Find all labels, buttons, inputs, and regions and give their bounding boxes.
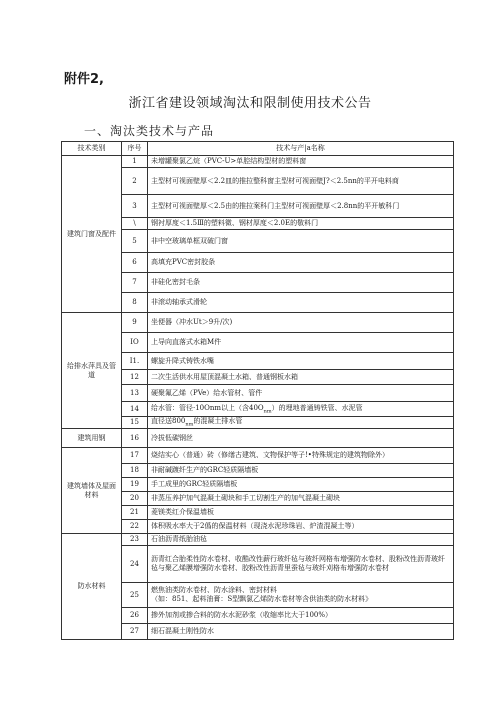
technology-text: 高填充PVC密封胶条 [151, 258, 216, 267]
technology-text: 手工成里的GRC轻质隔墙板 [151, 480, 238, 489]
technology-name [148, 293, 454, 313]
row-number: 23 [122, 534, 148, 546]
table-row [62, 534, 454, 546]
table-row [62, 156, 454, 168]
category-cell: 给排水萍具及管道 [62, 313, 122, 429]
unit-subscript: nm [185, 421, 194, 428]
technology-name [148, 608, 454, 624]
technology-name [148, 195, 454, 218]
row-number: 18 [122, 464, 148, 478]
row-number: \ [122, 218, 148, 230]
row-number: 16 [122, 429, 148, 448]
unit-subscript: nm [263, 408, 272, 415]
row-number: 9 [122, 313, 148, 333]
table-row [62, 429, 454, 448]
technology-text: 螺旋升降式铸铁水嘴 [151, 356, 214, 365]
technology-text: 石油沥青纸胎油毡 [151, 535, 207, 544]
technology-name [148, 385, 454, 402]
table-header-row [62, 142, 454, 156]
row-number: 14 [122, 402, 148, 417]
row-number: I1. [122, 353, 148, 370]
technology-name [148, 417, 454, 429]
row-number: 12 [122, 370, 148, 385]
technology-text: 主型材可视面壁厚＜2.5由的推拉案科门主型材可视面壁厚＜2.8nn的平开敏科门 [151, 201, 400, 210]
technology-table [61, 141, 454, 640]
technology-name [148, 402, 454, 417]
technology-name [148, 273, 454, 293]
technology-text: 上导向直落式水箱M件 [151, 338, 222, 347]
row-number: IO [122, 333, 148, 353]
technology-name [148, 429, 454, 448]
section-heading: 一、淘汰类技术与产品 [84, 124, 215, 138]
header-technology: 技术与产|a名称 [148, 142, 454, 156]
technology-name [148, 156, 454, 168]
technology-text-tail: 的混凝土排水管 [193, 417, 243, 426]
technology-text: 二次生活供水用屋顶混凝土水箱、普通钢板水箱 [151, 372, 298, 381]
technology-name [148, 218, 454, 230]
technology-name [148, 546, 454, 583]
row-number: 1 [122, 156, 148, 168]
technology-name [148, 492, 454, 506]
row-number: 3 [122, 195, 148, 218]
technology-name [148, 353, 454, 370]
technology-text: 沥青红合胎柔性防水卷材、收酷改性薪行玻纤毡与玻纤网格布增强防水卷材、股粉改性沥青玻纤毡与聚乙烯膜增强防水卷材、胶粉改性沥青里蚕毡与玻纤刈格布增强防水卷材 [151, 555, 445, 572]
technology-name [148, 168, 454, 195]
row-number: 13 [122, 385, 148, 402]
page-title: 浙江省建设领域淘汰和限制使用技术公告 [128, 96, 372, 111]
technology-text: 燃焦油类防水卷材、防水涂料、密封材料 [151, 586, 277, 595]
row-number: 22 [122, 520, 148, 534]
technology-name [148, 624, 454, 640]
row-number: 17 [122, 448, 148, 464]
category-cell: 建筑墙体及屋面材料 [62, 448, 122, 534]
technology-text: 烧结实心（普通）砖（修缮古建筑、文物保护等子!•特殊规定的建筑物除外） [151, 451, 389, 460]
technology-text: 掺外加剂或掺合料的防水水泥砂浆（收缩率比大于100%） [151, 611, 333, 620]
technology-text: 钢衬厚度＜1.5Ⅲ的塑料微、钢材厚度＜2.0E的敬料门 [151, 219, 319, 228]
technology-text: 主型材可视面壁厚＜2.2皿的推拉整科窗主型材可视面壁J?＜2.5nn的平开电料商 [151, 176, 399, 185]
table-row [62, 448, 454, 464]
technology-text: 细石混凝土刚性防水 [151, 627, 214, 636]
technology-text: 硬聚氟乙烯（PVe）给水管材、管件 [151, 388, 263, 397]
technology-name [148, 520, 454, 534]
row-number: 19 [122, 478, 148, 492]
technology-name [148, 370, 454, 385]
table-body [62, 156, 454, 640]
technology-text-tail: ）的埋地普通铸铁管、水泥管 [271, 403, 363, 412]
technology-name [148, 230, 454, 253]
table-row [62, 313, 454, 333]
row-number: 25 [122, 583, 148, 608]
technology-text: 坐便器（冲水Ut＞9升/次) [151, 318, 233, 327]
technology-name [148, 333, 454, 353]
technology-text: 非中空玻璃单框双破门窗 [151, 236, 228, 245]
row-number: 5 [122, 230, 148, 253]
technology-name [148, 506, 454, 520]
technology-name [148, 478, 454, 492]
row-number: 6 [122, 253, 148, 273]
header-number: 序号 [122, 142, 148, 156]
row-number: 20 [122, 492, 148, 506]
technology-name [148, 313, 454, 333]
row-number: 2 [122, 168, 148, 195]
technology-text: 给水管：管径·10Onm以上（含40O [151, 403, 264, 412]
row-number: 8 [122, 293, 148, 313]
technology-text: 非硅化密封毛条 [151, 278, 200, 287]
technology-name [148, 253, 454, 273]
technology-text: 菱镁类红介保温墙板 [151, 508, 214, 517]
technology-name [148, 534, 454, 546]
category-cell: 建筑门窗及配件 [62, 156, 122, 313]
category-cell: 建筑用钢 [62, 429, 122, 448]
attachment-label: 附件2, [64, 72, 104, 87]
technology-text: 直径送800 [151, 417, 186, 426]
technology-text: 非滚动轴承式滑轮 [151, 298, 207, 307]
header-category: 技术类别 [62, 142, 122, 156]
row-number: 24 [122, 546, 148, 583]
row-number: 15 [122, 417, 148, 429]
row-number: 7 [122, 273, 148, 293]
technology-text: 冷拔低碳钢丝 [151, 433, 193, 442]
technology-name [148, 464, 454, 478]
row-number: 21 [122, 506, 148, 520]
technology-text: 非耐碱踱纤生产的GRC轻质隔墙板 [151, 466, 259, 475]
category-cell: 防水材料 [62, 534, 122, 640]
technology-text: 未增罐聚氯乙烷（PVC-U>单腔结构型材的塑料窗 [151, 157, 307, 166]
technology-text-line2: （如：851、起料油膏：S型飘氯乙烯防水卷材等含供油类的防水材料》 [151, 595, 373, 603]
row-number: 27 [122, 624, 148, 640]
technology-text: 体积吸水率大于2僞的保温材料（现浇水泥珍珠岩、炉渣混凝土等） [151, 522, 359, 531]
row-number: 26 [122, 608, 148, 624]
technology-text: 非蒸压养护加气混凝土砌块和手工切割生产的加气混凝土砌块 [151, 494, 340, 503]
technology-name [148, 583, 454, 608]
technology-name [148, 448, 454, 464]
